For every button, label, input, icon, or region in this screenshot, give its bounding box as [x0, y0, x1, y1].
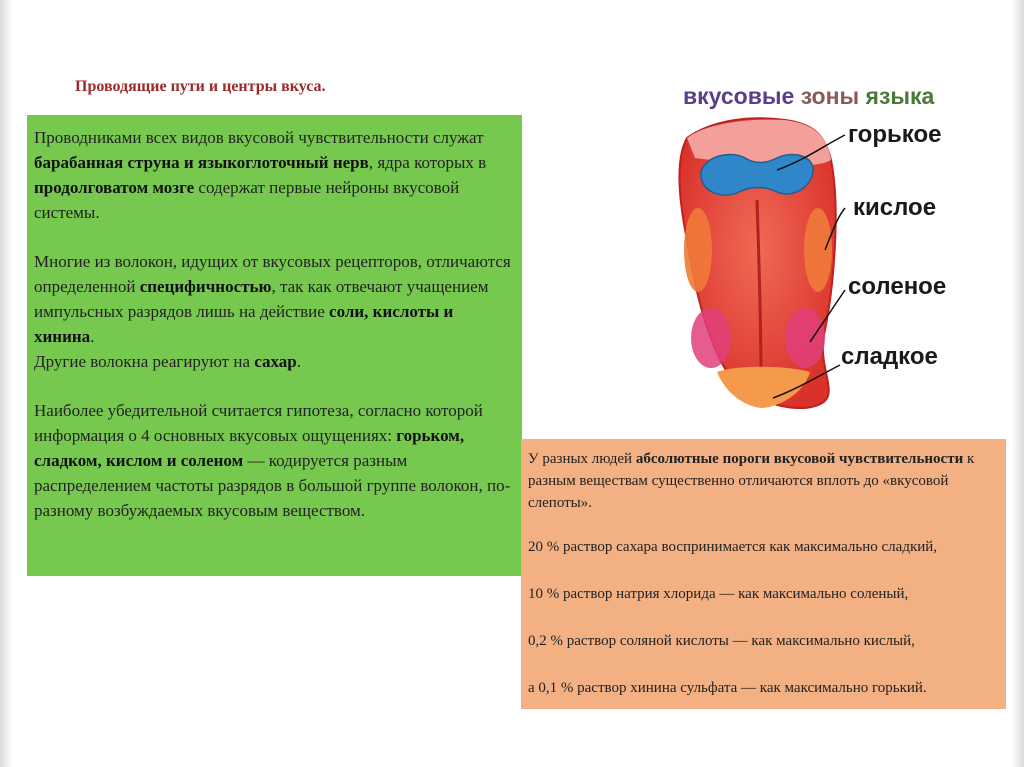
paragraph-conductors: Проводниками всех видов вкусовой чувствительности служат барабанная струна и языкоглоточный нерв, ядра которых в продолговатом мозге содержат первые нейроны вкусовой системы.	[34, 128, 487, 222]
sour-zone-left	[684, 208, 712, 292]
line-sugar: 20 % раствор сахара воспринимается как максимально сладкий,	[528, 539, 938, 555]
line-acid: 0,2 % раствор соляной кислоты — как максимально кислый,	[528, 633, 915, 649]
diagram-title	[683, 83, 934, 110]
zone-label-sweet: сладкое	[841, 343, 938, 370]
taste-thresholds-text-panel	[521, 439, 1006, 709]
paragraph-specificity: Многие из волокон, идущих от вкусовых рецепторов, отличаются определенной специфичностью, так как отвечают учащением импульсных разрядов лишь на действие соли, кислоты и хинина. Другие волокна реагируют на сахар.	[34, 252, 511, 371]
slide-edge-left	[0, 0, 12, 767]
salty-zone-left	[691, 308, 731, 368]
paragraph-hypothesis: Наиболее убедительной считается гипотеза, согласно которой информация о 4 основных вкусовых ощущениях: горьком, сладком, кислом и соленом — кодируется разным распределением частоты разрядов в большой группе волокон, по-разному возбуждаемых вкусовым веществом.	[34, 401, 511, 520]
zone-label-sour: кислое	[853, 194, 937, 221]
salty-zone-right	[785, 308, 825, 368]
diagram-title-part: вкусовые	[683, 83, 801, 109]
line-quinine: а 0,1 % раствор хинина сульфата — как максимально горький.	[528, 680, 927, 696]
diagram-title-part: зоны	[800, 83, 866, 109]
slide-edge-right	[1012, 0, 1024, 767]
slide-title: Проводящие пути и центры вкуса.	[75, 78, 326, 95]
line-salt: 10 % раствор натрия хлорида — как максимально соленый,	[528, 586, 909, 602]
sour-zone-right	[804, 208, 832, 292]
zone-label-salty: соленое	[848, 273, 947, 300]
zone-label-bitter: горькое	[848, 121, 942, 148]
conduction-paths-text-panel	[27, 115, 522, 576]
diagram-title-part: языка	[865, 83, 935, 109]
paragraph-thresholds: У разных людей абсолютные пороги вкусовой чувствительности к разным веществам существенно отличаются вплоть до «вкусовой слепоты».	[528, 451, 975, 511]
